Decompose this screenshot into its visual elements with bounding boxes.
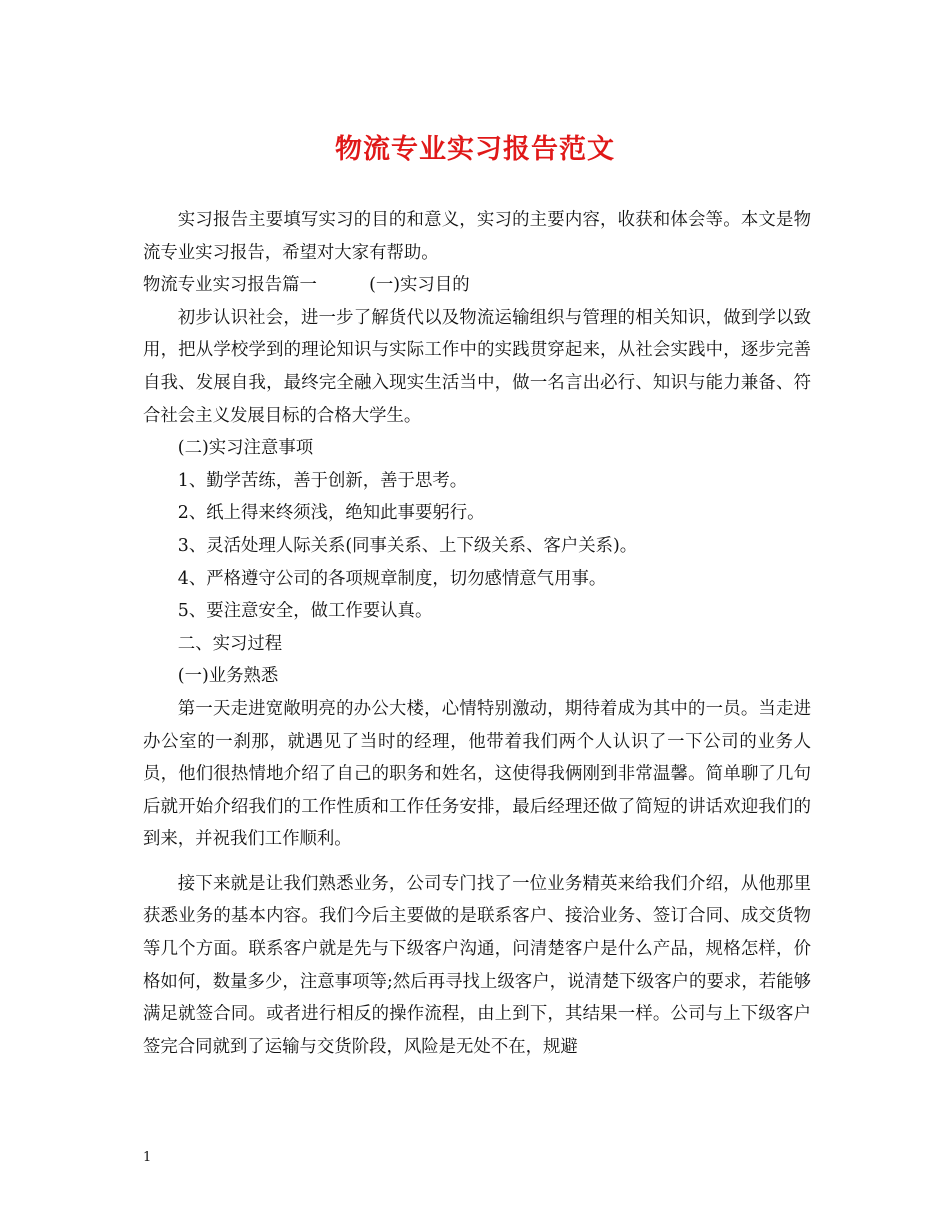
business-paragraph: 接下来就是让我们熟悉业务，公司专门找了一位业务精英来给我们介绍，从他那里获悉业务的基本内容。我们今后主要做的是联系客户、接洽业务、签订合同、成交货物等几个方面。联系客户就是先与下级客户沟通，问清楚客户是什么产品，规格怎样，价格如何，数量多少，注意事项等;然后再寻找上级客户，说清楚下级客户的要求，若能够满足就签合同。或者进行相反的操作流程，由上到下，其结果一样。公司与上下级客户签完合同就到了运输与交货阶段，风险是无处不在，规避 — [143, 873, 811, 1057]
purpose-paragraph: 初步认识社会，进一步了解货代以及物流运输组织与管理的相关知识，做到学以致用，把从学校学到的理论知识与实际工作中的实践贯穿起来，从社会实践中，逐步完善自我、发展自我，最终完全融入现实生活当中，做一名言出必行、知识与能力兼备、符合社会主义发展目标的合格大学生。 — [143, 307, 811, 426]
list-item: 1、勤学苦练，善于创新，善于思考。 — [177, 470, 468, 491]
process-heading: 二、实习过程 — [177, 633, 283, 654]
document-body — [143, 204, 811, 1063]
list-item: 5、要注意安全，做工作要认真。 — [177, 601, 433, 622]
list-item: 3、灵活处理人际关系(同事关系、上下级关系、客户关系)。 — [177, 535, 638, 556]
notes-heading: (二)实习注意事项 — [177, 438, 314, 459]
subsection-heading: (一)业务熟悉 — [177, 666, 279, 687]
list-item: 4、严格遵守公司的各项规章制度，切勿感情意气用事。 — [177, 568, 607, 589]
document-title: 物流专业实习报告范文 — [335, 134, 615, 165]
section-heading: 物流专业实习报告篇一 (一)实习目的 — [143, 275, 470, 296]
first-day-paragraph: 第一天走进宽敞明亮的办公大楼，心情特别激动，期待着成为其中的一员。当走进办公室的一刹那，就遇见了当时的经理，他带着我们两个人认识了一下公司的业务人员，他们很热情地介绍了自己的职务和姓名，这使得我俩刚到非常温馨。简单聊了几句后就开始介绍我们的工作性质和工作任务安排，最后经理还做了简短的讲话欢迎我们的到来，并祝我们工作顺利。 — [143, 698, 811, 850]
page-number: 1 — [143, 1150, 152, 1165]
intro-paragraph: 实习报告主要填写实习的目的和意义，实习的主要内容，收获和体会等。本文是物流专业实习报告，希望对大家有帮助。 — [143, 210, 811, 263]
list-item: 2、纸上得来终须浅，绝知此事要躬行。 — [177, 503, 485, 524]
